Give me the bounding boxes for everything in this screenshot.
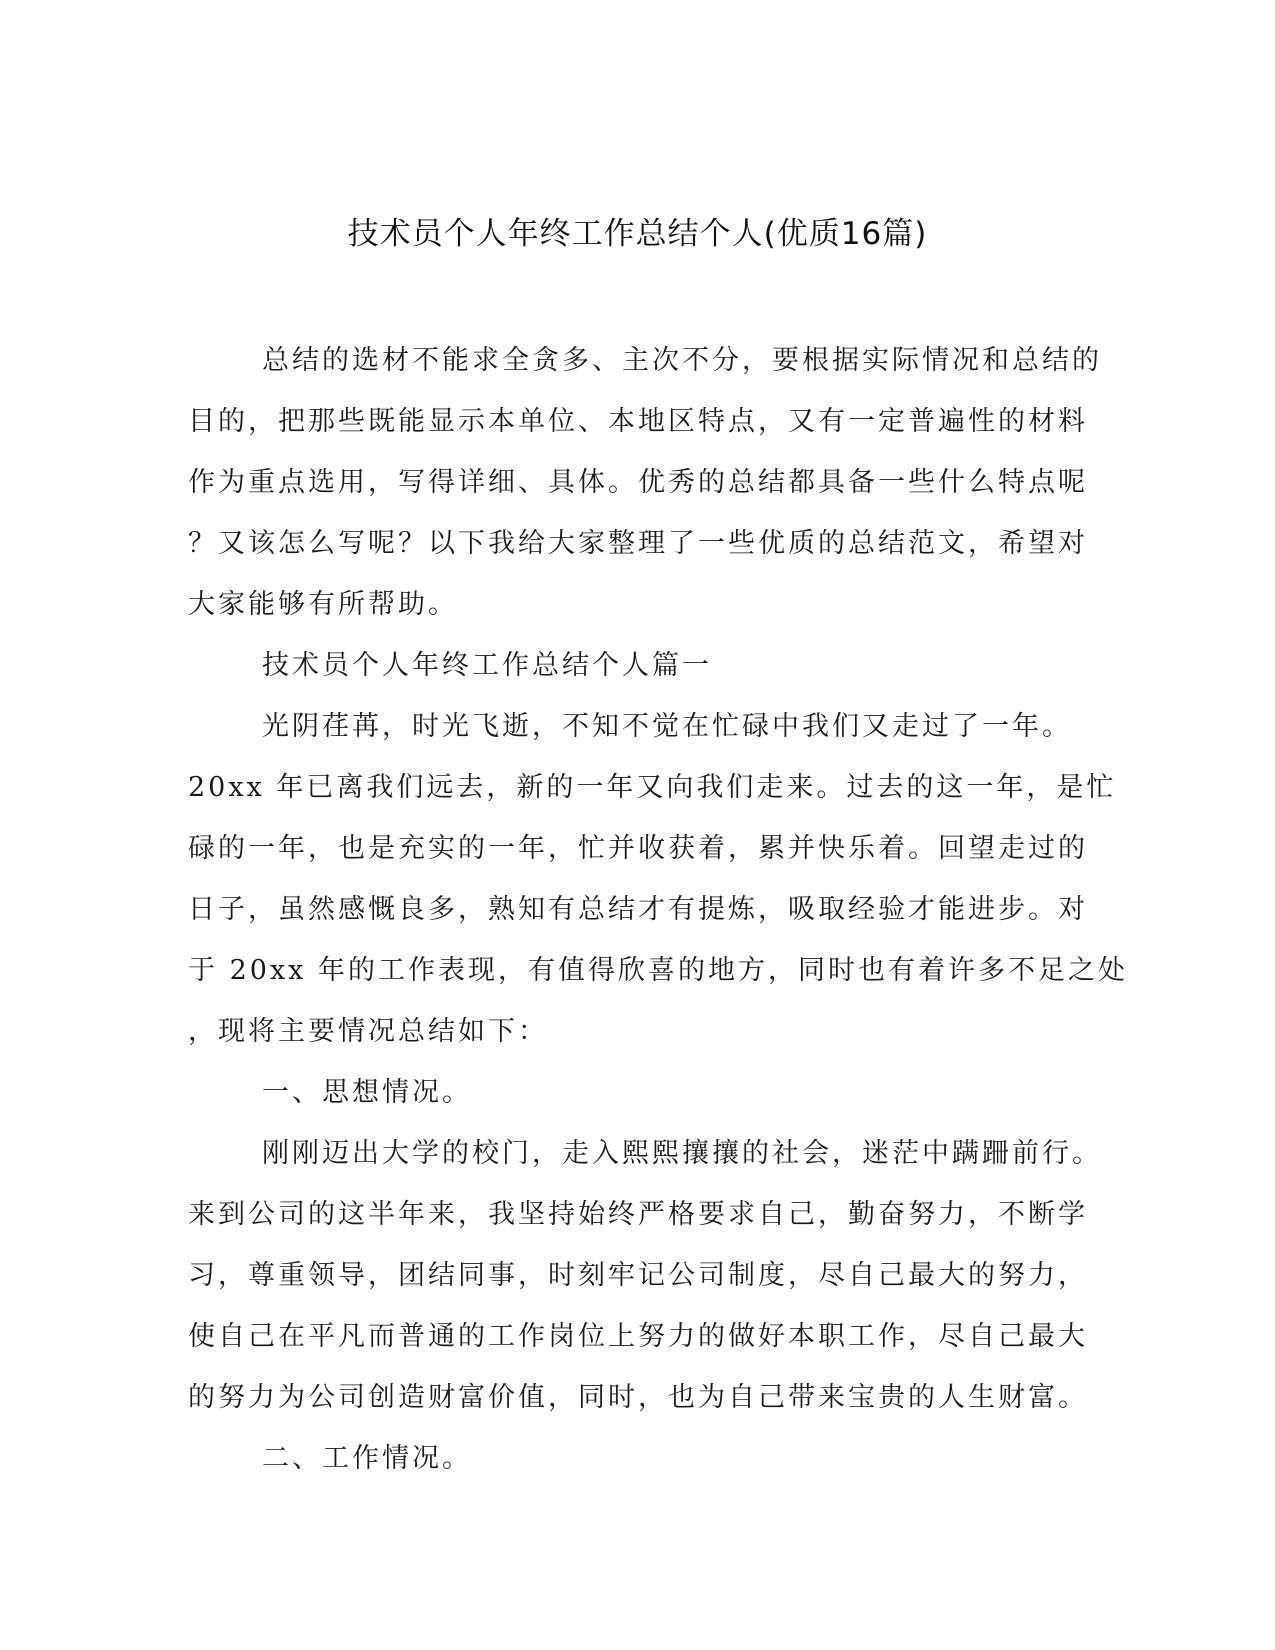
body-paragraph <box>188 696 1128 1062</box>
text-line: 光阴荏苒，时光飞逝，不知不觉在忙碌中我们又走过了一年。 <box>262 711 1072 742</box>
text-line: 大家能够有所帮助。 <box>188 589 458 620</box>
text-line: 目的，把那些既能显示本单位、本地区特点，又有一定普遍性的材料 <box>188 406 1088 437</box>
text-line: 习，尊重领导，团结同事，时刻牢记公司制度，尽自己最大的努力， <box>188 1260 1088 1291</box>
text-line: 刚刚迈出大学的校门，走入熙熙攘攘的社会，迷茫中蹒跚前行。 <box>262 1138 1102 1169</box>
text-line: 来到公司的这半年来，我坚持始终严格要求自己，勤奋努力，不断学 <box>188 1199 1088 1230</box>
text-line: 碌的一年，也是充实的一年，忙并收获着，累并快乐着。回望走过的 <box>188 833 1088 864</box>
body-paragraph <box>188 1123 1102 1428</box>
text-line: 日子，虽然感慨良多，熟知有总结才有提炼，吸取经验才能进步。对 <box>188 894 1088 925</box>
text-line: 于 20xx 年的工作表现，有值得欣喜的地方，同时也有着许多不足之处 <box>188 955 1128 986</box>
section-heading <box>188 635 1068 696</box>
subheading <box>188 1428 1068 1489</box>
document-body <box>188 330 1128 1489</box>
text-line: 20xx 年已离我们远去，新的一年又向我们走来。过去的这一年，是忙 <box>188 772 1117 803</box>
text-line: 总结的选材不能求全贪多、主次不分，要根据实际情况和总结的 <box>262 345 1102 376</box>
text-line: 技术员个人年终工作总结个人篇一 <box>262 650 712 681</box>
subheading <box>188 1062 1068 1123</box>
text-line: ，现将主要情况总结如下： <box>188 1016 548 1047</box>
intro-paragraph <box>188 330 1102 635</box>
document-title: 技术员个人年终工作总结个人(优质16篇) <box>347 216 928 252</box>
text-line: 一、思想情况。 <box>262 1077 472 1108</box>
text-line: 的努力为公司创造财富价值，同时，也为自己带来宝贵的人生财富。 <box>188 1382 1088 1413</box>
text-line: 作为重点选用，写得详细、具体。优秀的总结都具备一些什么特点呢 <box>188 467 1088 498</box>
text-line: 二、工作情况。 <box>262 1443 472 1474</box>
text-line: ？又该怎么写呢？以下我给大家整理了一些优质的总结范文，希望对 <box>188 528 1088 559</box>
text-line: 使自己在平凡而普通的工作岗位上努力的做好本职工作，尽自己最大 <box>188 1321 1088 1352</box>
